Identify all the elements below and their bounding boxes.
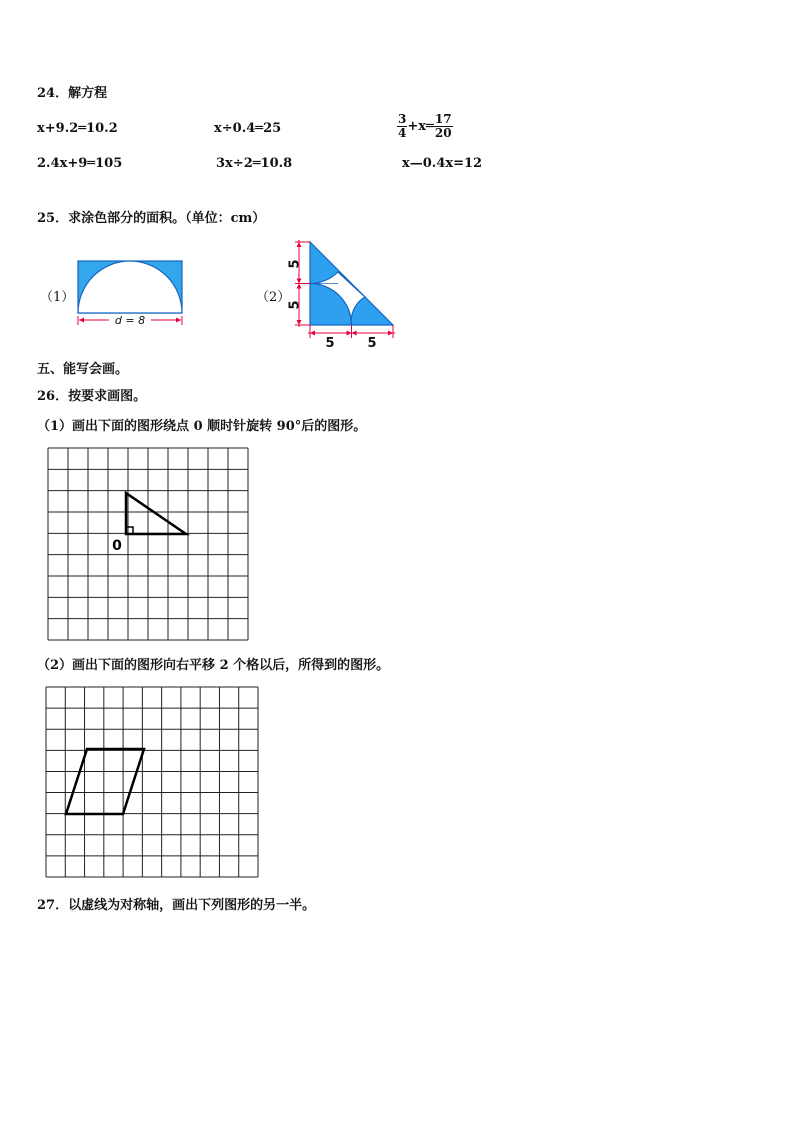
figure-2-label: （2） bbox=[256, 290, 291, 305]
figure-1-semicircle-in-rectangle bbox=[72, 255, 188, 331]
diameter-label: d = 8 bbox=[114, 314, 146, 327]
arrow-left-icon bbox=[79, 318, 84, 323]
grid-1 bbox=[46, 446, 250, 642]
equation-5: 3x÷2═10.8 bbox=[216, 156, 293, 171]
fraction-three-quarters: $\frac{3}{4}$ bbox=[398, 112, 407, 140]
dim-label-bottom-left: 5 bbox=[325, 336, 335, 348]
q26-title: 26．按要求画图。 bbox=[37, 389, 147, 404]
fraction-seventeen-twentieths: $\frac{17}{20}$ bbox=[434, 112, 452, 140]
arrow-right-icon bbox=[347, 331, 352, 336]
arrow-up-icon bbox=[297, 284, 302, 289]
q26-part1-instruction: （1）画出下面的图形绕点 0 顺时针旋转 90°后的图形。 bbox=[37, 419, 367, 434]
dim-label-left-top: 5 bbox=[287, 259, 303, 269]
q25-title: 25．求涂色部分的面积。（单位：cm） bbox=[37, 211, 266, 226]
grid-2 bbox=[44, 685, 260, 879]
equation-2: x÷0.4═25 bbox=[214, 121, 282, 136]
equation-4: 2.4x+9═105 bbox=[37, 156, 123, 171]
arrow-right-icon bbox=[176, 318, 181, 323]
figure-2-triangle-with-arcs bbox=[284, 236, 400, 348]
equation-3: $\frac{3}{4}$ +x═ $\frac{17}{20}$ bbox=[398, 112, 452, 140]
figure-1-label: （1） bbox=[40, 290, 75, 305]
equation-1: x+9.2═10.2 bbox=[37, 121, 118, 136]
right-triangle bbox=[126, 493, 186, 534]
section-5-title: 五、能写会画。 bbox=[37, 362, 129, 377]
arrow-up-icon bbox=[297, 242, 302, 247]
point-o-label: 0 bbox=[112, 538, 122, 554]
dim-label-left-bottom: 5 bbox=[287, 300, 303, 310]
parallelogram bbox=[66, 749, 144, 814]
arrow-down-icon bbox=[297, 320, 302, 325]
dim-label-bottom-right: 5 bbox=[367, 336, 377, 348]
arrow-left-icon bbox=[352, 331, 357, 336]
q27-title: 27．以虚线为对称轴，画出下列图形的另一半。 bbox=[37, 898, 316, 913]
equation-6: x—0.4x=12 bbox=[402, 156, 483, 171]
q24-title: 24．解方程 bbox=[37, 86, 108, 101]
arrow-left-icon bbox=[310, 331, 315, 336]
q26-part2-instruction: （2）画出下面的图形向右平移 2 个格以后，所得到的图形。 bbox=[37, 658, 390, 673]
arrow-down-icon bbox=[297, 279, 302, 284]
arrow-right-icon bbox=[388, 331, 393, 336]
